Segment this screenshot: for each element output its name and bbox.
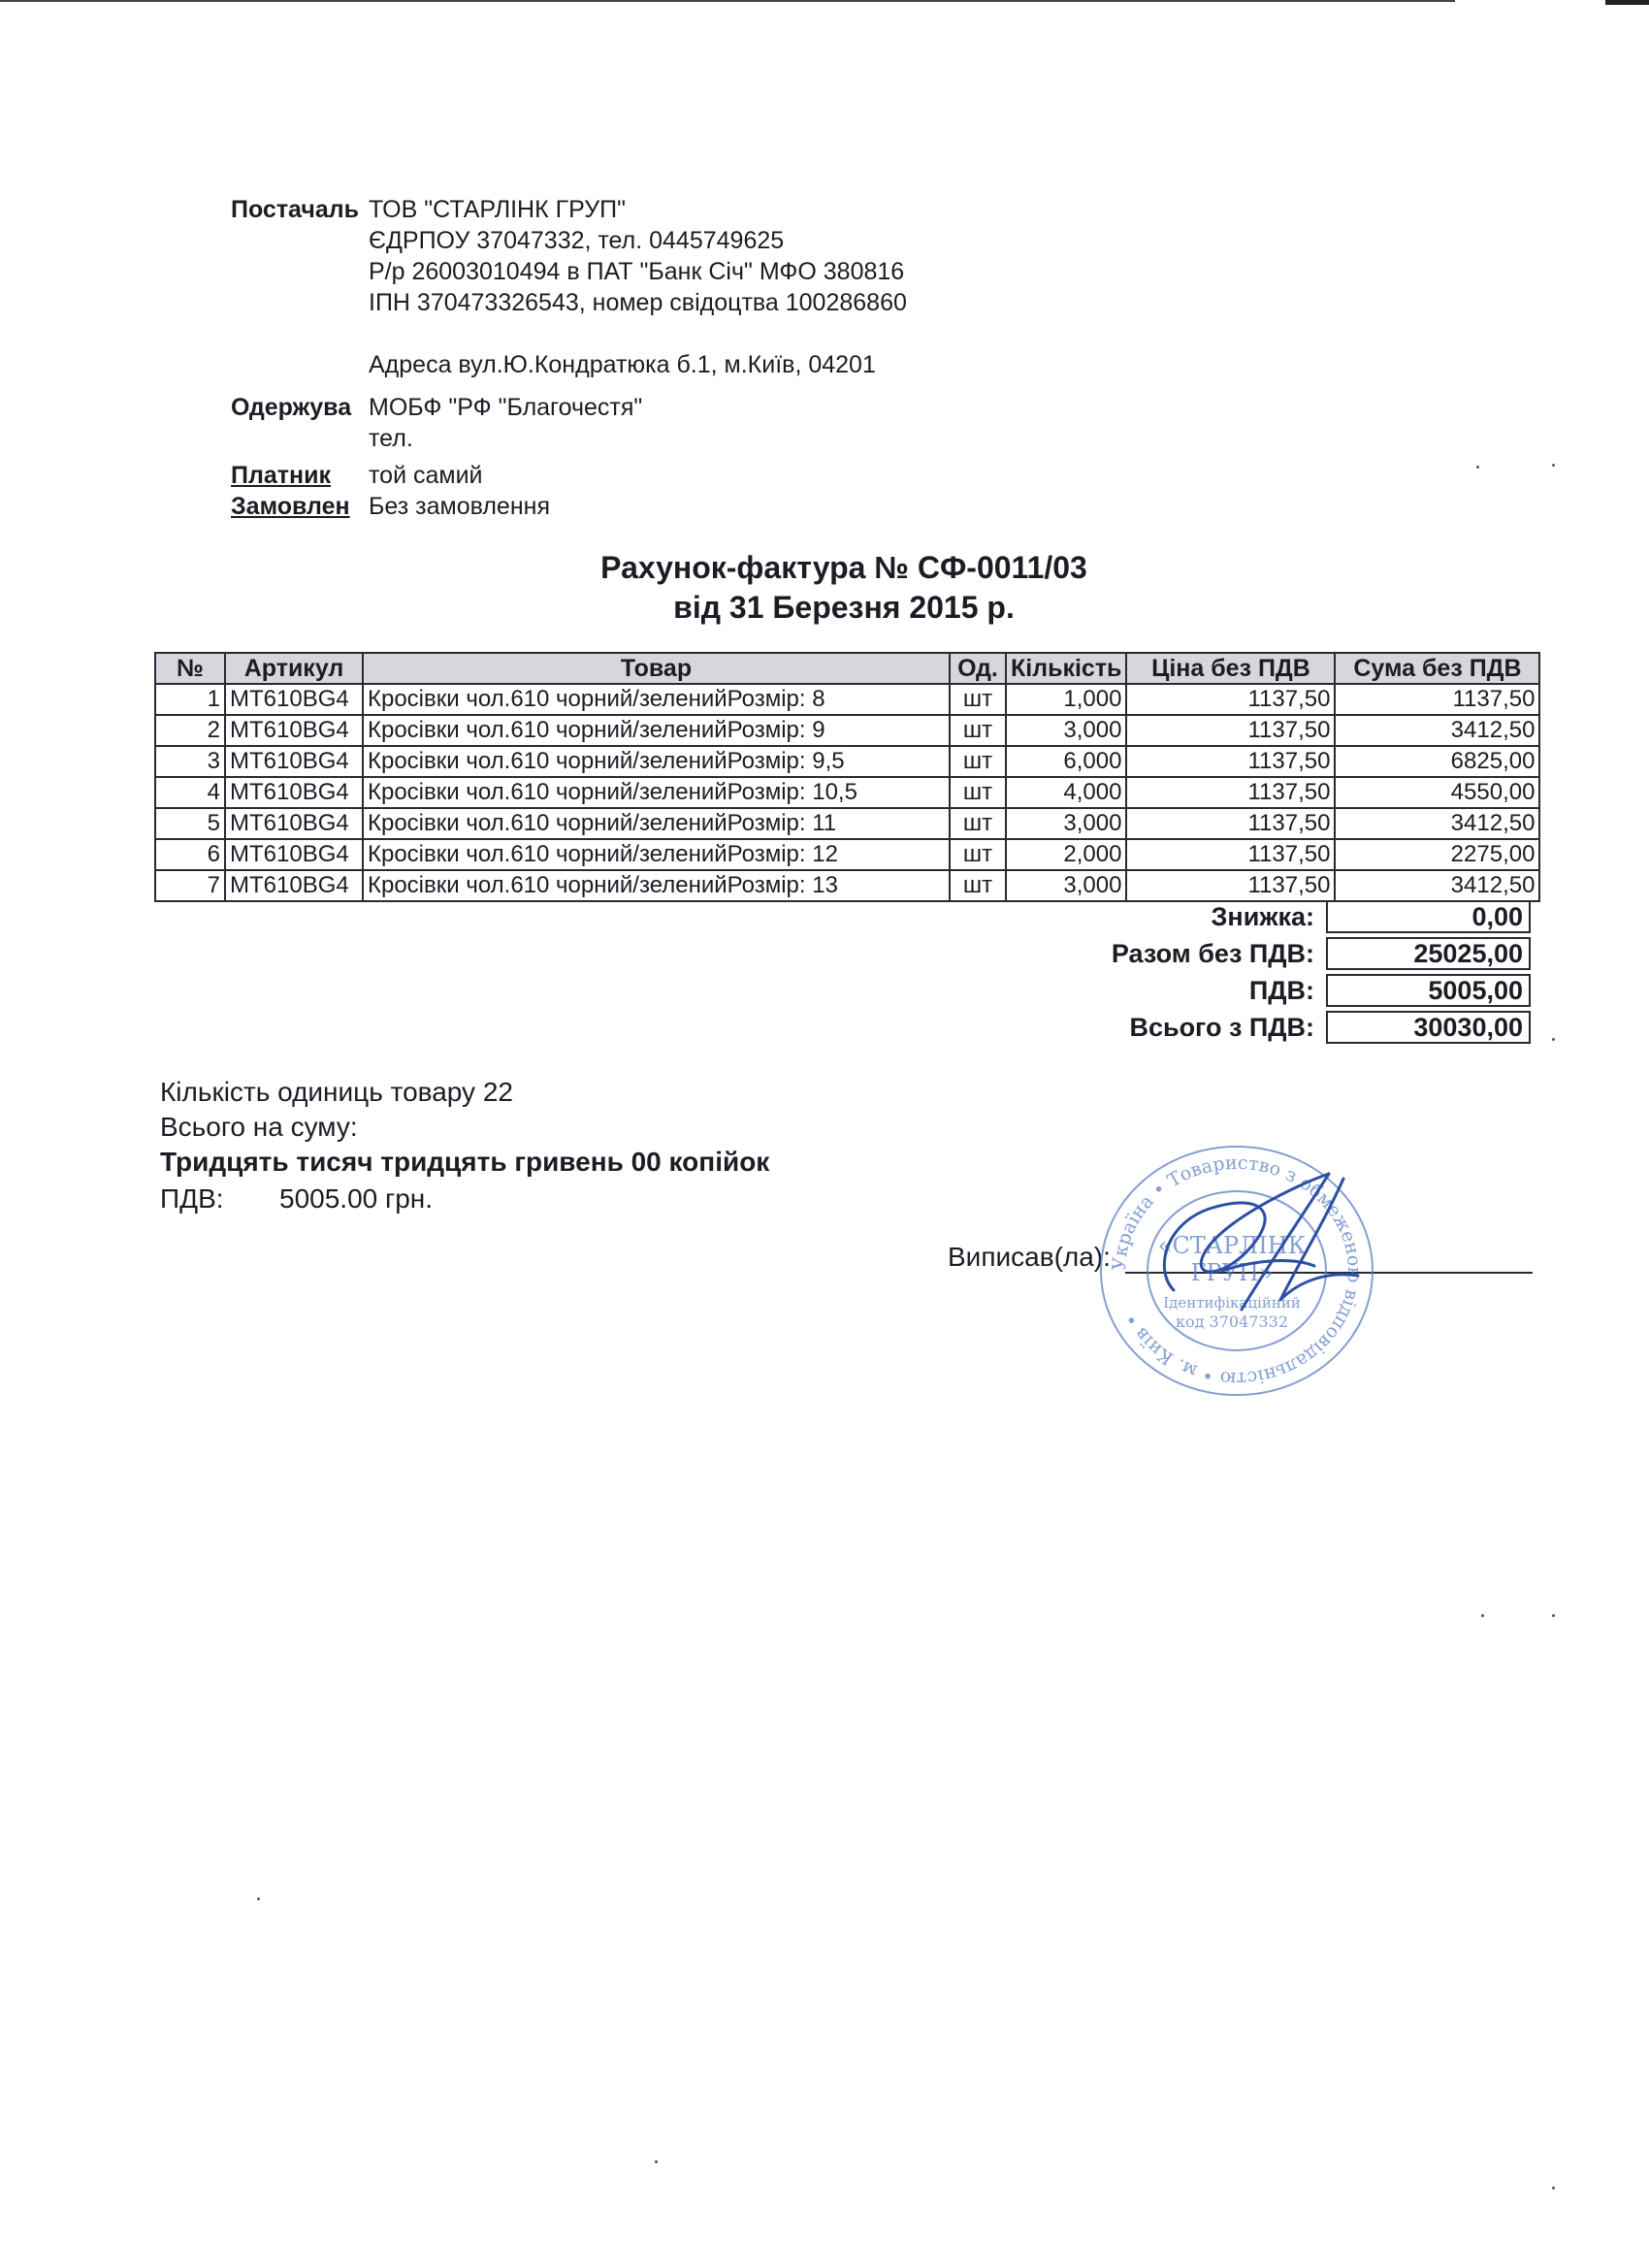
col-header-unit: Од. <box>950 653 1006 684</box>
supplier-account: Р/р 26003010494 в ПАТ "Банк Січ" МФО 380816 <box>369 258 905 285</box>
row-price: 1137,50 <box>1126 870 1335 901</box>
recipient-label: Одержува <box>231 394 352 421</box>
row-number: 7 <box>155 870 225 901</box>
sum-label: Всього на суму: <box>160 1112 358 1142</box>
row-sum: 4550,00 <box>1335 777 1539 808</box>
vat-total-value: 5005,00 <box>1326 974 1531 1007</box>
recipient-phone: тел. <box>369 425 413 452</box>
table-header-row <box>155 653 1539 684</box>
table-row <box>155 777 1539 808</box>
supplier-address: Адреса вул.Ю.Кондратюка б.1, м.Київ, 04201 <box>369 351 876 378</box>
row-quantity: 2,000 <box>1006 839 1126 870</box>
row-sum: 6825,00 <box>1335 746 1539 777</box>
sum-in-words: Тридцять тисяч тридцять гривень 00 копійок <box>160 1147 770 1177</box>
row-sku: MT610BG4 <box>225 839 363 870</box>
gross-total-label: Всього з ПДВ: <box>1129 1013 1314 1042</box>
table-row <box>155 746 1539 777</box>
invoice-date: від 31 Березня 2015 р. <box>673 590 1015 625</box>
row-sku: MT610BG4 <box>225 684 363 715</box>
stamp-code: код 37047332 <box>1175 1312 1289 1331</box>
row-sum: 3412,50 <box>1335 808 1539 839</box>
order-value: Без замовлення <box>369 493 550 520</box>
col-header-sum: Сума без ПДВ <box>1335 653 1539 684</box>
row-unit: шт <box>950 777 1006 808</box>
stamp-code-label: Ідентифікаційний <box>1163 1294 1301 1312</box>
row-sku: MT610BG4 <box>225 746 363 777</box>
table-row <box>155 839 1539 870</box>
recipient-name: МОБФ "РФ "Благочестя" <box>369 394 643 421</box>
payer-value: той самий <box>369 462 483 489</box>
row-quantity: 1,000 <box>1006 684 1126 715</box>
row-unit: шт <box>950 839 1006 870</box>
row-unit: шт <box>950 684 1006 715</box>
row-quantity: 6,000 <box>1006 746 1126 777</box>
supplier-ipn: ІПН 370473326543, номер свідоцтва 100286860 <box>369 289 907 316</box>
net-total-label: Разом без ПДВ: <box>1111 939 1314 968</box>
scan-speck <box>1552 1038 1555 1041</box>
row-sum: 2275,00 <box>1335 839 1539 870</box>
row-number: 1 <box>155 684 225 715</box>
row-sku: MT610BG4 <box>225 777 363 808</box>
summary-vat-value: 5005.00 грн. <box>279 1183 434 1214</box>
row-unit: шт <box>950 715 1006 746</box>
signature-label: Виписав(ла): <box>948 1242 1111 1272</box>
handwritten-signature <box>1135 1164 1387 1339</box>
row-item: Кросівки чол.610 чорний/зеленийРозмір: 8 <box>363 684 950 715</box>
invoice-title: Рахунок-фактура № СФ-0011/03 <box>600 550 1087 585</box>
row-sum: 1137,50 <box>1335 684 1539 715</box>
items-table <box>154 652 1540 902</box>
scan-speck <box>257 1897 260 1900</box>
row-item: Кросівки чол.610 чорний/зеленийРозмір: 12 <box>363 839 950 870</box>
row-sum: 3412,50 <box>1335 870 1539 901</box>
item-count: Кількість одиниць товару 22 <box>160 1077 513 1107</box>
scan-top-line <box>0 0 1455 2</box>
row-number: 4 <box>155 777 225 808</box>
row-item: Кросівки чол.610 чорний/зеленийРозмір: 10,5 <box>363 777 950 808</box>
row-price: 1137,50 <box>1126 684 1335 715</box>
row-unit: шт <box>950 746 1006 777</box>
row-quantity: 3,000 <box>1006 870 1126 901</box>
table-row <box>155 715 1539 746</box>
row-item: Кросівки чол.610 чорний/зеленийРозмір: 9,5 <box>363 746 950 777</box>
row-price: 1137,50 <box>1126 715 1335 746</box>
order-label: Замовлен <box>231 493 350 520</box>
supplier-label: Постачаль <box>231 196 360 223</box>
row-quantity: 3,000 <box>1006 808 1126 839</box>
scan-edge-mark <box>1605 0 1649 5</box>
row-sku: MT610BG4 <box>225 870 363 901</box>
row-quantity: 4,000 <box>1006 777 1126 808</box>
stamp-center-name-2: ГРУП» <box>1190 1259 1274 1286</box>
net-total-value: 25025,00 <box>1326 937 1531 970</box>
col-header-item: Товар <box>363 653 950 684</box>
discount-value: 0,00 <box>1326 900 1531 933</box>
row-unit: шт <box>950 808 1006 839</box>
scan-speck <box>1552 464 1555 467</box>
row-number: 3 <box>155 746 225 777</box>
row-price: 1137,50 <box>1126 839 1335 870</box>
row-item: Кросівки чол.610 чорний/зеленийРозмір: 9 <box>363 715 950 746</box>
row-sku: MT610BG4 <box>225 715 363 746</box>
table-row <box>155 808 1539 839</box>
row-sku: MT610BG4 <box>225 808 363 839</box>
discount-label: Знижка: <box>1211 902 1314 931</box>
row-quantity: 3,000 <box>1006 715 1126 746</box>
scan-speck <box>1552 2187 1555 2189</box>
row-price: 1137,50 <box>1126 808 1335 839</box>
row-number: 5 <box>155 808 225 839</box>
col-header-price: Ціна без ПДВ <box>1126 653 1335 684</box>
stamp-ring-text: Україна • Товариство з обмеженою відповідальністю • м. Київ • <box>1108 1151 1366 1390</box>
row-item: Кросівки чол.610 чорний/зеленийРозмір: 13 <box>363 870 950 901</box>
scan-speck <box>1552 1614 1555 1617</box>
row-unit: шт <box>950 870 1006 901</box>
row-price: 1137,50 <box>1126 777 1335 808</box>
scan-speck <box>1476 466 1479 469</box>
supplier-edrpou: ЄДРПОУ 37047332, тел. 0445749625 <box>369 227 785 254</box>
row-item: Кросівки чол.610 чорний/зеленийРозмір: 11 <box>363 808 950 839</box>
row-sum: 3412,50 <box>1335 715 1539 746</box>
gross-total-value: 30030,00 <box>1326 1011 1531 1044</box>
scan-speck <box>1481 1614 1484 1617</box>
scan-speck <box>655 2160 658 2163</box>
col-header-number: № <box>155 653 225 684</box>
table-row <box>155 870 1539 901</box>
supplier-name: ТОВ "СТАРЛІНК ГРУП" <box>369 196 627 223</box>
payer-label: Платник <box>231 462 331 489</box>
stamp-center-name: «СТАРЛІНК <box>1157 1232 1307 1259</box>
col-header-sku: Артикул <box>225 653 363 684</box>
summary-vat-label: ПДВ: <box>160 1183 224 1214</box>
row-number: 6 <box>155 839 225 870</box>
table-row <box>155 684 1539 715</box>
col-header-quantity: Кількість <box>1006 653 1126 684</box>
row-price: 1137,50 <box>1126 746 1335 777</box>
row-number: 2 <box>155 715 225 746</box>
vat-total-label: ПДВ: <box>1248 976 1314 1005</box>
